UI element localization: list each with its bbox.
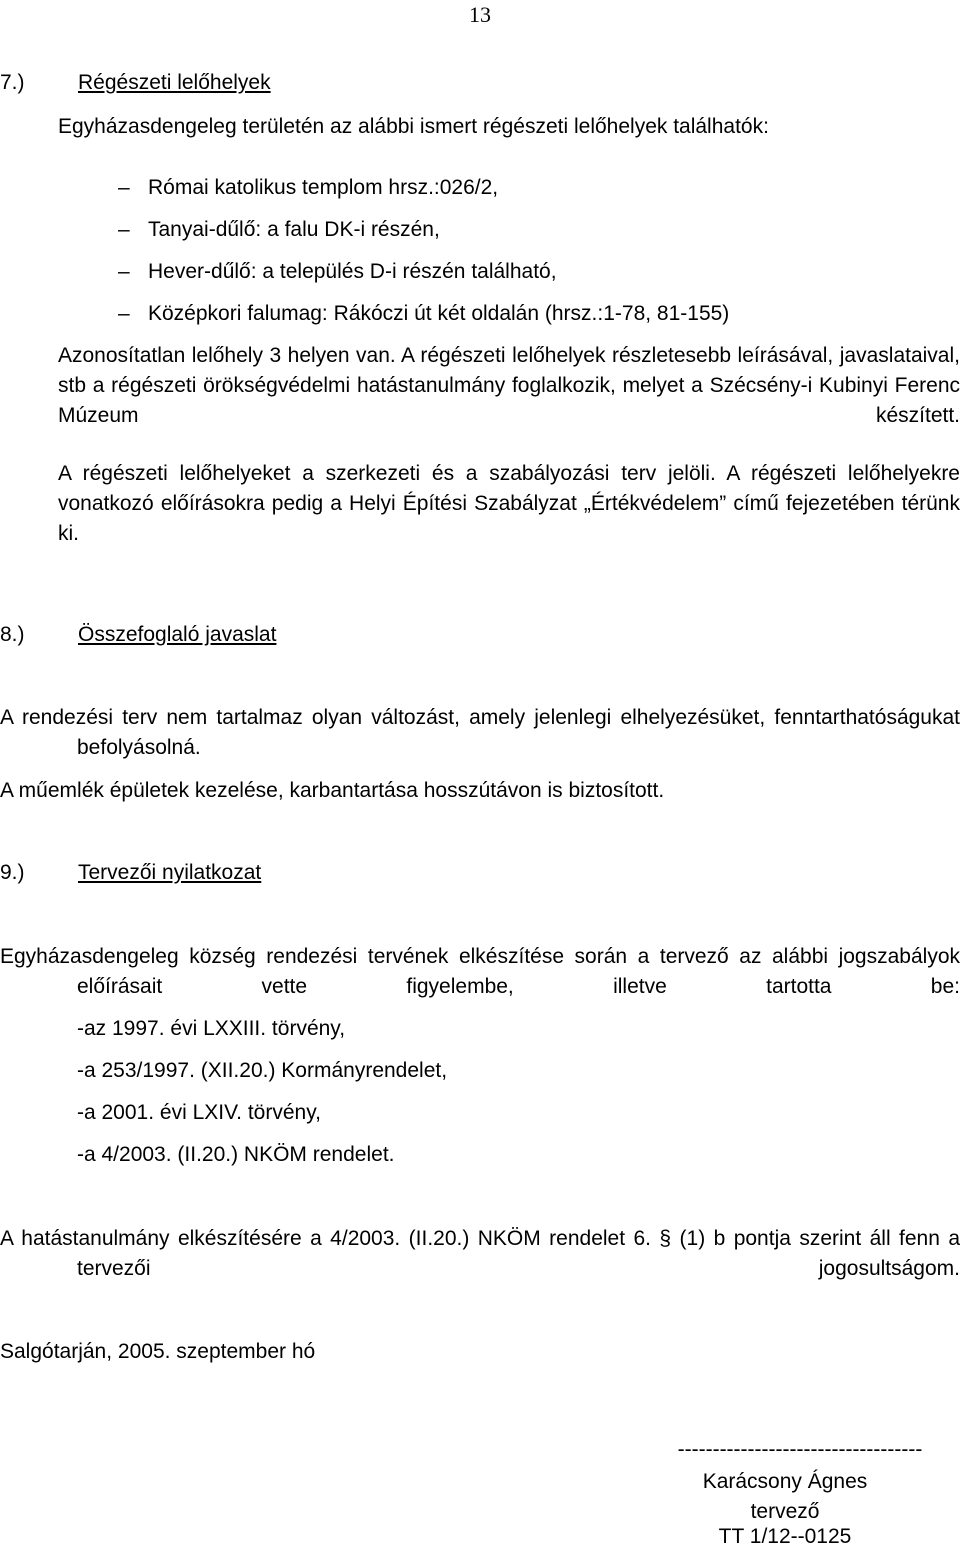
section-7-paragraph-1: Azonosítatlan lelőhely 3 helyen van. A régészeti lelőhelyek részletesebb leírásával, javaslataival, stb a régészeti örökségvédelmi hatástanulmány foglalkozik, melyet a Szécsény-i Kubinyi Ferenc Múzeum készített. [58,344,960,427]
section-title: Tervezői nyilatkozat [78,861,262,884]
list-item: – Tanyai-dűlő: a falu DK-i részén, [118,215,440,245]
section-title: Összefoglaló javaslat [78,623,277,646]
section-number: 7.) [0,71,25,94]
signer-id: TT 1/12--0125 [718,1525,852,1548]
section-7-heading [0,68,271,98]
list-item: -a 2001. évi LXIV. törvény, [77,1101,321,1124]
dash-bullet-icon: – [118,302,130,325]
section-8-paragraph-2: A műemlék épületek kezelése, karbantartása hosszútávon is biztosított. [0,779,665,802]
list-item: – Hever-dűlő: a település D-i részén található, [118,257,557,287]
list-item: -a 253/1997. (XII.20.) Kormányrendelet, [77,1059,448,1082]
section-7-paragraph-2: A régészeti lelőhelyeket a szerkezeti és a szabályozási terv jelöli. A régészeti lelőhelyekre vonatkozó előírásokra pedig a Helyi Építési Szabályzat „Értékvédelem” című fejezetében térünk ki. [58,462,960,545]
dash-bullet-icon: – [118,176,130,199]
dash-bullet-icon: – [118,260,130,283]
dash-bullet-icon: – [118,218,130,241]
list-item: -a 4/2003. (II.20.) NKÖM rendelet. [77,1143,395,1166]
section-9-heading [0,858,261,888]
list-item: -az 1997. évi LXXIII. törvény, [77,1017,346,1040]
section-9-paragraph-2: A hatástanulmány elkészítésére a 4/2003. (II.20.) NKÖM rendelet 6. § (1) b pontja szerint áll fenn a tervezői jogosultságom. [0,1227,960,1280]
section-number: 9.) [0,861,25,884]
place-date: Salgótarján, 2005. szeptember hó [0,1340,316,1363]
section-8-heading [0,620,276,650]
list-item: – Római katolikus templom hrsz.:026/2, [118,173,498,203]
section-title: Régészeti lelőhelyek [78,71,271,94]
section-9-paragraph-1: Egyházasdengeleg község rendezési tervének elkészítése során a tervező az alábbi jogszabályok előírásait vette figyelembe, illetve tartotta be: [0,945,960,998]
page-number: 13 [469,2,491,27]
section-8-paragraph-1: A rendezési terv nem tartalmaz olyan változást, amely jelenlegi elhelyezésüket, fenntarthatóságukat befolyásolná. [0,706,960,759]
signature-line: ----------------------------------- [677,1438,923,1461]
signer-name: Karácsony Ágnes [702,1470,868,1493]
section-number: 8.) [0,623,25,646]
signer-role: tervező [750,1500,820,1523]
section-7-intro: Egyházasdengeleg területén az alábbi ismert régészeti lelőhelyek találhatók: [58,115,769,138]
list-item: – Középkori falumag: Rákóczi út két oldalán (hrsz.:1-78, 81-155) [118,299,729,329]
